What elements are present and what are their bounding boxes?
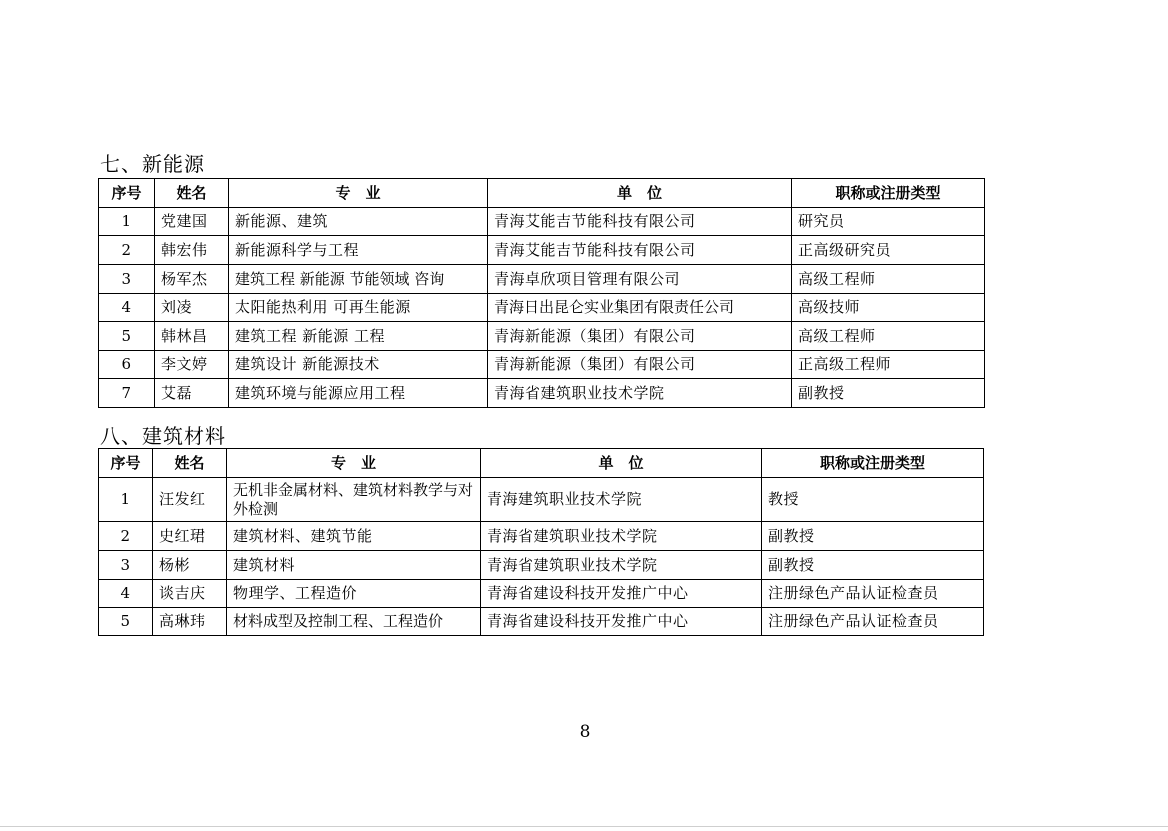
- cell-title: 注册绿色产品认证检查员: [762, 580, 984, 608]
- table-row: [99, 351, 985, 379]
- cell-name: 李文婷: [155, 351, 229, 379]
- cell-name: 高琳玮: [153, 608, 227, 636]
- cell-no: 4: [99, 580, 153, 608]
- cell-unit: 青海新能源（集团）有限公司: [488, 322, 792, 351]
- cell-major: 太阳能热利用 可再生能源: [229, 294, 488, 322]
- cell-name: 谈吉庆: [153, 580, 227, 608]
- cell-major: 物理学、工程造价: [227, 580, 481, 608]
- cell-unit: 青海省建筑职业技术学院: [481, 522, 762, 551]
- cell-title: 教授: [762, 478, 984, 522]
- cell-no: 5: [99, 608, 153, 636]
- cell-no: 1: [99, 478, 153, 522]
- cell-no: 3: [99, 551, 153, 580]
- cell-unit: 青海艾能吉节能科技有限公司: [488, 208, 792, 236]
- header-title: 职称或注册类型: [762, 449, 984, 478]
- table-row: [99, 208, 985, 236]
- cell-title: 注册绿色产品认证检查员: [762, 608, 984, 636]
- cell-unit: 青海日出昆仑实业集团有限责任公司: [488, 294, 792, 322]
- header-major: 专 业: [227, 449, 481, 478]
- cell-title: 高级工程师: [792, 322, 985, 351]
- page-number: 8: [579, 722, 591, 742]
- cell-no: 7: [99, 379, 155, 408]
- cell-title: 高级技师: [792, 294, 985, 322]
- cell-name: 党建国: [155, 208, 229, 236]
- table-row: [99, 294, 985, 322]
- cell-title: 正高级工程师: [792, 351, 985, 379]
- cell-title: 副教授: [762, 522, 984, 551]
- cell-name: 艾磊: [155, 379, 229, 408]
- table-row: [99, 551, 984, 580]
- cell-title: 高级工程师: [792, 265, 985, 294]
- table-row: [99, 478, 984, 522]
- table-row: [99, 522, 984, 551]
- cell-name: 杨彬: [153, 551, 227, 580]
- cell-name: 韩宏伟: [155, 236, 229, 265]
- cell-unit: 青海省建设科技开发推广中心: [481, 580, 762, 608]
- cell-major: 无机非金属材料、建筑材料教学与对外检测: [227, 478, 481, 522]
- cell-unit: 青海新能源（集团）有限公司: [488, 351, 792, 379]
- cell-title: 研究员: [792, 208, 985, 236]
- cell-major: 建筑材料、建筑节能: [227, 522, 481, 551]
- table-header-row: [99, 449, 984, 478]
- cell-no: 1: [99, 208, 155, 236]
- cell-major: 建筑设计 新能源技术: [229, 351, 488, 379]
- cell-title: 副教授: [762, 551, 984, 580]
- cell-unit: 青海省建筑职业技术学院: [481, 551, 762, 580]
- cell-major: 建筑工程 新能源 工程: [229, 322, 488, 351]
- table-header-row: [99, 179, 985, 208]
- cell-unit: 青海建筑职业技术学院: [481, 478, 762, 522]
- cell-name: 刘凌: [155, 294, 229, 322]
- cell-name: 韩林昌: [155, 322, 229, 351]
- cell-unit: 青海省建筑职业技术学院: [488, 379, 792, 408]
- cell-major: 建筑环境与能源应用工程: [229, 379, 488, 408]
- cell-major: 新能源、建筑: [229, 208, 488, 236]
- cell-name: 史红珺: [153, 522, 227, 551]
- header-major: 专 业: [229, 179, 488, 208]
- header-unit: 单 位: [481, 449, 762, 478]
- header-no: 序号: [99, 179, 155, 208]
- cell-name: 汪发红: [153, 478, 227, 522]
- cell-unit: 青海省建设科技开发推广中心: [481, 608, 762, 636]
- cell-no: 3: [99, 265, 155, 294]
- table-row: [99, 322, 985, 351]
- table-building-materials: [98, 448, 984, 636]
- table-row: [99, 580, 984, 608]
- table-new-energy: [98, 178, 985, 408]
- header-title: 职称或注册类型: [792, 179, 985, 208]
- cell-major: 建筑材料: [227, 551, 481, 580]
- cell-major: 新能源科学与工程: [229, 236, 488, 265]
- table-row: [99, 236, 985, 265]
- cell-no: 2: [99, 236, 155, 265]
- cell-no: 2: [99, 522, 153, 551]
- cell-title: 副教授: [792, 379, 985, 408]
- cell-no: 6: [99, 351, 155, 379]
- section-title-new-energy: 七、新能源: [100, 152, 205, 176]
- section-title-building-materials: 八、建筑材料: [100, 424, 226, 448]
- page-bottom-divider: [0, 826, 1168, 827]
- header-name: 姓名: [153, 449, 227, 478]
- cell-no: 5: [99, 322, 155, 351]
- cell-title: 正高级研究员: [792, 236, 985, 265]
- header-no: 序号: [99, 449, 153, 478]
- cell-name: 杨军杰: [155, 265, 229, 294]
- cell-unit: 青海艾能吉节能科技有限公司: [488, 236, 792, 265]
- header-name: 姓名: [155, 179, 229, 208]
- cell-no: 4: [99, 294, 155, 322]
- table-row: [99, 379, 985, 408]
- cell-unit: 青海卓欣项目管理有限公司: [488, 265, 792, 294]
- table-row: [99, 608, 984, 636]
- table-row: [99, 265, 985, 294]
- header-unit: 单 位: [488, 179, 792, 208]
- cell-major: 材料成型及控制工程、工程造价: [227, 608, 481, 636]
- cell-major: 建筑工程 新能源 节能领域 咨询: [229, 265, 488, 294]
